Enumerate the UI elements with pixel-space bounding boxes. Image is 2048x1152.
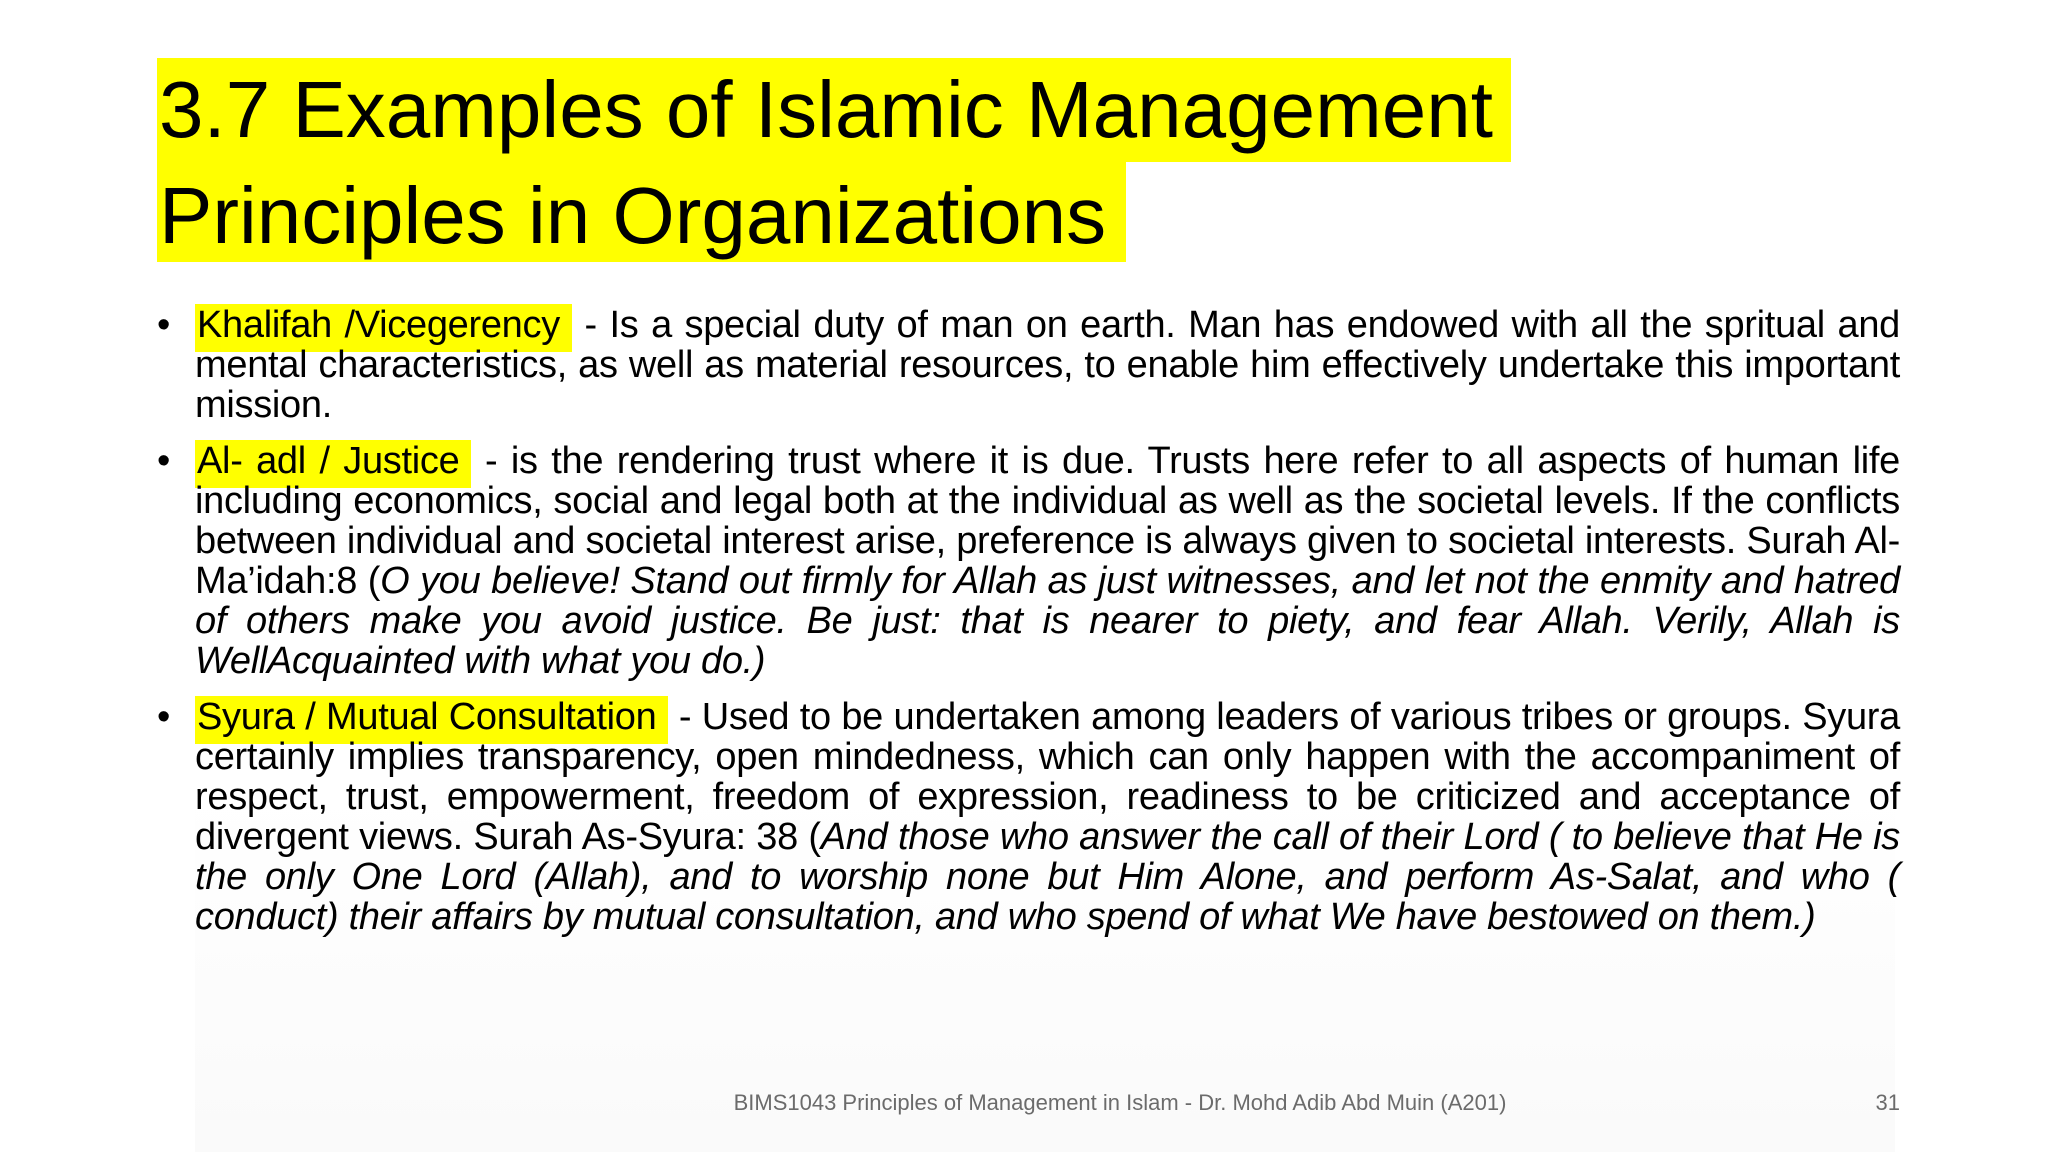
bullet-term-syura: Syura / Mutual Consultation	[195, 696, 668, 744]
bullet-list	[157, 304, 1901, 953]
bullet-text-khalifah: - Is a special duty of man on earth. Man has endowed with all the spritual and mental characteristics, as well as material resources, to enable him effectively undertake this important mission.	[195, 304, 1900, 426]
bullet-text-syura: - Used to be undertaken among leaders of various tribes or groups. Syura certainly implies transparency, open mindedness, which can only happen with the accompaniment of respect, trust, empowerment, freedom of expression, readiness to be criticized and acceptance of divergent views. Surah As-Syura: 38 (	[195, 696, 1900, 858]
bullet-dot: •	[157, 304, 171, 346]
bullet-dot: •	[157, 696, 171, 738]
bullet-quote-syura: And those who answer the call of their Lord ( to believe that He is the only One Lord (Allah), and to worship none but Him Alone, and perform As-Salat, and who ( conduct) their affairs by mutual consultation, and who spend of what We have bestowed on them.)	[195, 816, 1901, 938]
page-number: 31	[1875, 1090, 1900, 1115]
bullet-term-khalifah: Khalifah /Vicegerency	[195, 304, 572, 352]
bullet-dot: •	[157, 440, 171, 482]
bullet-justice	[157, 440, 1900, 682]
bullet-khalifah	[157, 304, 1900, 426]
slide-title	[157, 58, 1607, 266]
bullet-term-justice: Al- adl / Justice	[195, 440, 471, 488]
title-line-1-text: 3.7 Examples of Islamic Management	[157, 58, 1511, 162]
bullet-syura	[157, 696, 1901, 938]
bullet-text-justice: - is the rendering trust where it is due. Trusts here refer to all aspects of human life including economics, social and legal both at the individual as well as the societal levels. If the conflicts between individual and societal interest arise, preference is always given to societal interests. Surah Al-Ma’idah:8 (	[195, 440, 1900, 602]
slide-footer: BIMS1043 Principles of Management in Islam - Dr. Mohd Adib Abd Muin (A201)	[733, 1090, 1507, 1115]
title-line-2-text: Principles in Organizations	[157, 162, 1126, 262]
title-line-2	[157, 162, 1607, 266]
bullet-quote-justice: O you believe! Stand out firmly for Allah as just witnesses, and let not the enmity and hatred of others make you avoid justice. Be just: that is nearer to piety, and fear Allah. Verily, Allah is WellAcquainted with what you do.)	[195, 560, 1900, 682]
title-line-1	[157, 58, 1607, 162]
